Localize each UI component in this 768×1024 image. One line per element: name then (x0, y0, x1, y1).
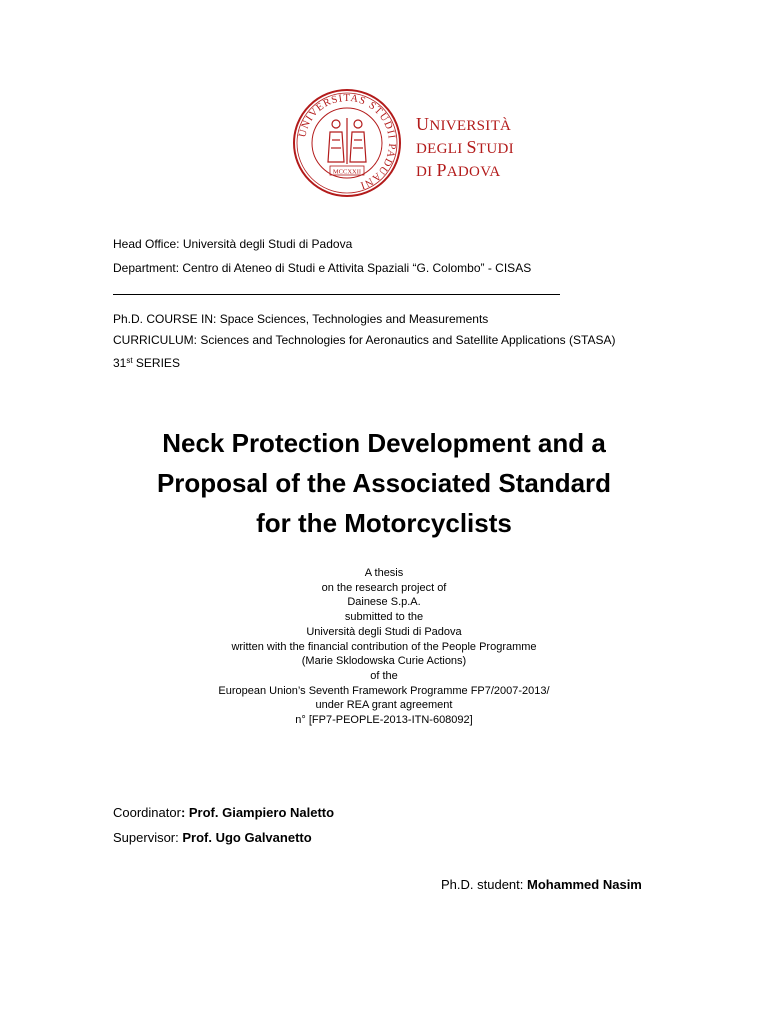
coordinator-label: Coordinator (113, 805, 181, 820)
thesis-line: (Marie Sklodowska Curie Actions) (301, 655, 467, 668)
thesis-line: n° [FP7-PEOPLE-2013-ITN-608092] (295, 714, 473, 727)
university-name-line-3: DI PADOVA (416, 160, 501, 180)
thesis-line: submitted to the (344, 611, 424, 624)
head-office-line: Head Office: Università degli Studi di Padova (113, 237, 353, 251)
thesis-description (134, 566, 634, 728)
thesis-line: written with the financial contribution of the People Programme (231, 640, 537, 653)
student-label: Ph.D. student: (441, 877, 527, 892)
thesis-line: A thesis (364, 567, 404, 579)
separator-rule (113, 294, 560, 295)
thesis-line: European Union’s Seventh Framework Programme FP7/2007-2013/ (218, 684, 550, 697)
series-line: 31st SERIES (113, 356, 180, 370)
student-line (441, 877, 642, 893)
title-line-2: Proposal of the Associated Standard (156, 468, 612, 498)
seal-text: UNIVERSITAS STUDII PADUANI (297, 92, 398, 191)
student-name: Mohammed Nasim (527, 877, 642, 892)
curriculum-line: CURRICULUM: Sciences and Technologies for Aeronautics and Satellite Applications (STASA) (113, 333, 616, 347)
department-line: Department: Centro di Ateneo di Studi e Attivita Spaziali “G. Colombo” - CISAS (113, 261, 532, 275)
thesis-title (84, 423, 684, 543)
supervisor-name: Prof. Ugo Galvanetto (182, 830, 312, 845)
thesis-line: Dainese S.p.A. (347, 596, 421, 609)
university-name-line-2: DEGLI STUDI (416, 137, 514, 157)
university-seal-logo (292, 88, 402, 198)
thesis-line: under REA grant agreement (315, 699, 453, 712)
supervisor-line (113, 830, 312, 846)
seal-year: MCCXXII (332, 168, 362, 176)
university-name-line-1: UNIVERSITÀ (416, 114, 512, 134)
thesis-line: on the research project of (321, 581, 447, 594)
title-line-3: for the Motorcyclists (256, 508, 512, 538)
coordinator-line (113, 805, 334, 821)
university-name-logo-text (416, 114, 514, 183)
thesis-line: of the (370, 669, 398, 682)
supervisor-label: Supervisor: (113, 830, 183, 845)
phd-course-line: Ph.D. COURSE IN: Space Sciences, Technologies and Measurements (113, 312, 489, 326)
title-line-1: Neck Protection Development and a (162, 428, 606, 458)
thesis-line: Università degli Studi di Padova (306, 625, 462, 638)
coordinator-name: : Prof. Giampiero Naletto (180, 805, 335, 820)
